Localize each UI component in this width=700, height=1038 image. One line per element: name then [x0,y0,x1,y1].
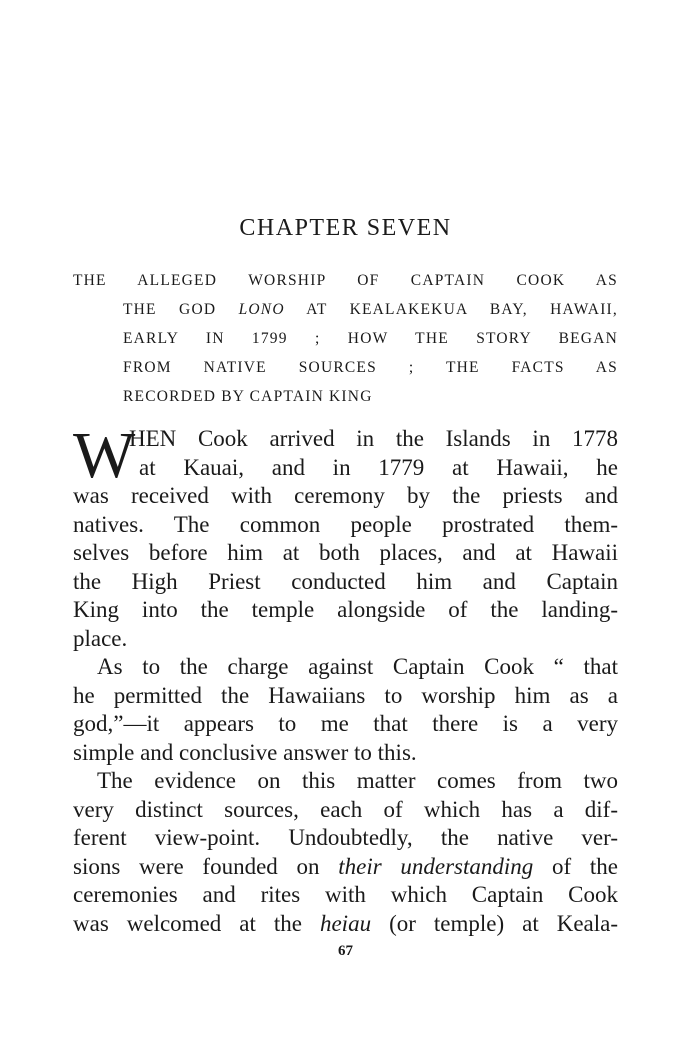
summary-line: RECORDED BY CAPTAIN KING [123,388,373,405]
text-line: natives. The common people prostrated them- [73,511,618,537]
page-number: 67 [338,943,353,959]
text-line: King into the temple alongside of the landing- [73,597,618,622]
text-line: very distinct sources, each of which has a dif- [73,796,618,822]
summary-line [123,295,618,324]
text-line: was received with ceremony by the priests and [73,483,618,508]
text-line: he permitted the Hawaiians to worship him as a [73,682,618,708]
text-line: HEN Cook arrived in the Islands in 1778 [129,426,618,451]
text-line: at Kauai, and in 1779 at Hawaii, he [139,454,618,480]
text-run: (or temple) at Keala- [371,910,619,936]
summary-line: FROM NATIVE SOURCES ; THE FACTS AS [123,359,618,376]
text-line: simple and conclusive answer to this. [73,739,417,765]
text-line: selves before him at both places, and at Hawaii [73,540,618,565]
book-page [73,0,618,1038]
summary-text: AT KEALAKEKUA BAY, HAWAII, [284,301,618,318]
summary-line: THE ALLEGED WORSHIP OF CAPTAIN COOK AS [73,272,618,289]
chapter-title: CHAPTER SEVEN [239,215,452,241]
italic-their-understanding: their understanding [338,853,534,879]
italic-heiau: heiau [319,910,372,936]
text-line [73,910,618,939]
drop-cap: W [73,419,136,492]
chapter-summary [73,266,618,411]
text-line: god,”—it appears to me that there is a very [73,711,618,736]
text-line: place. [73,625,128,651]
text-line: the High Priest conducted him and Captain [73,568,618,594]
text-run: was welcomed at the [73,910,320,936]
text-line: As to the charge against Captain Cook “ that [97,654,618,679]
body-text [73,419,619,938]
summary-line: EARLY IN 1799 ; HOW THE STORY BEGAN [123,330,618,347]
text-line: ceremonies and rites with which Captain Cook [73,882,618,907]
summary-text: THE GOD [123,301,239,318]
text-run: sions were founded on [73,853,339,879]
text-run: of the [533,853,618,879]
text-line: The evidence on this matter comes from two [97,768,618,793]
summary-italic-lono: LONO [238,301,285,318]
text-line: ferent view-point. Undoubtedly, the native ver- [73,825,618,850]
text-line [73,853,618,882]
